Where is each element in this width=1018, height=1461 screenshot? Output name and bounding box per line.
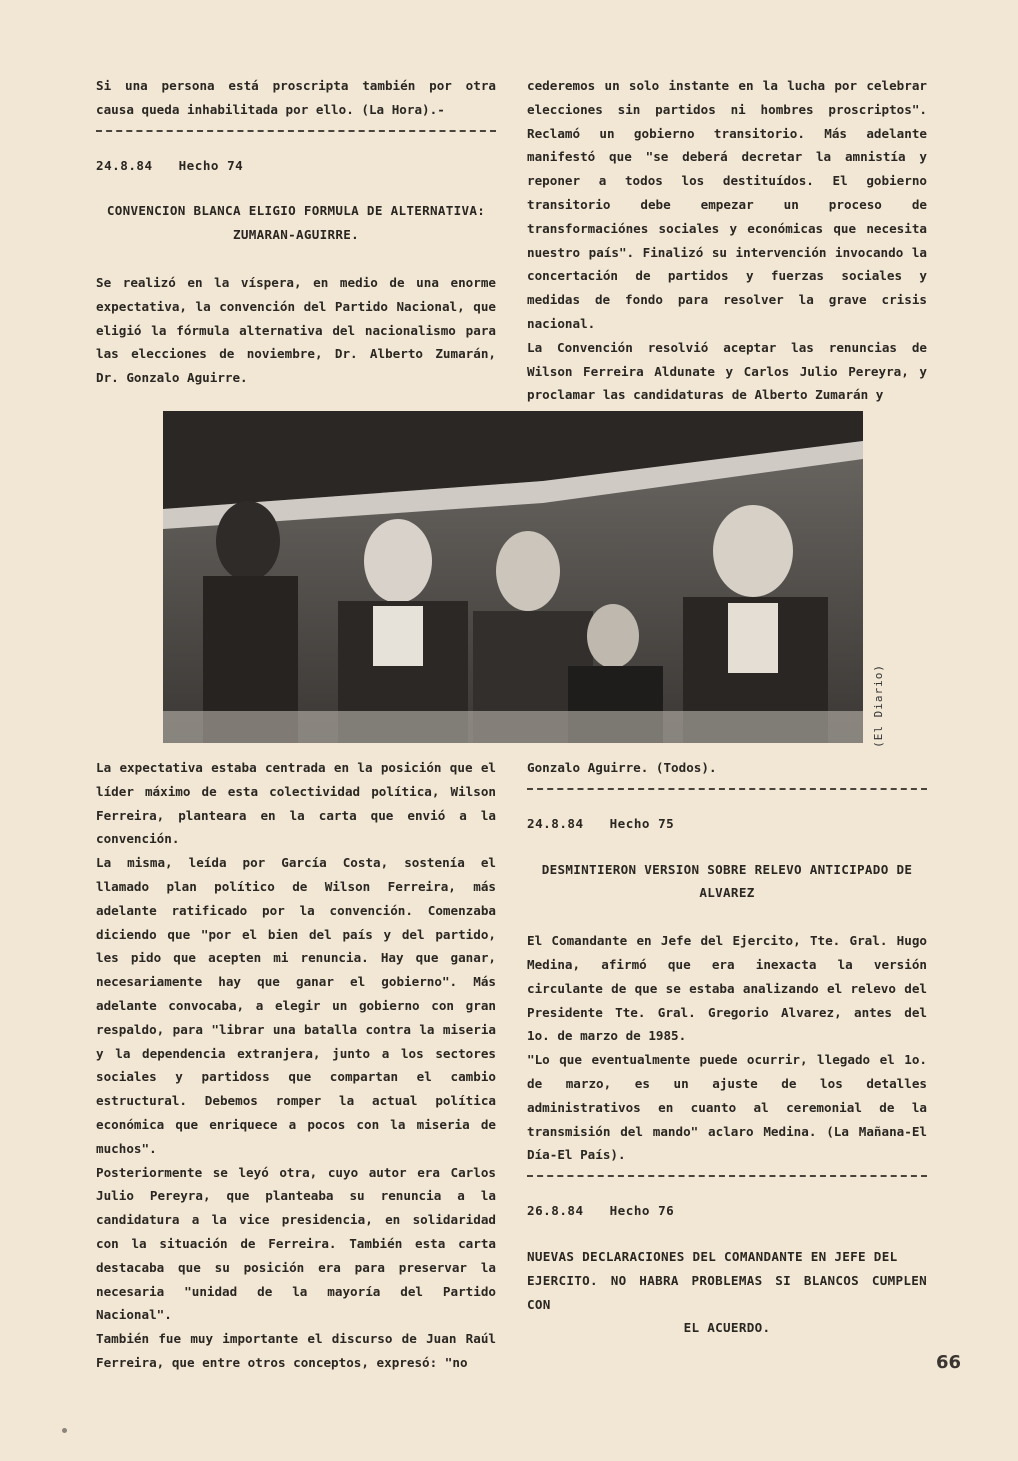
hecho-75-headline bbox=[527, 858, 927, 906]
article-paragraph: También fue muy importante el discurso de Juan Raúl Ferreira, que entre otros conceptos, expresó: "no bbox=[96, 1331, 496, 1370]
hecho-76-headline bbox=[527, 1245, 927, 1340]
headline-line: CONVENCION BLANCA ELIGIO FORMULA DE ALTERNATIVA: bbox=[106, 203, 486, 219]
hecho-74-headline bbox=[96, 199, 496, 247]
hecho-number: Hecho 75 bbox=[609, 815, 675, 831]
article-paragraph: "Lo que eventualmente puede ocurrir, llegado el 1o. de marzo, es un ajuste de los detalles administrativos en cuanto al ceremonial de la transmisión del mando" aclaro Medina. (La Mañana-El Día-El País). bbox=[527, 1052, 927, 1163]
headline-line: NUEVAS DECLARACIONES DEL COMANDANTE EN JEFE DEL bbox=[527, 1248, 898, 1264]
photo-illustration bbox=[163, 411, 863, 743]
left-column-bottom bbox=[96, 756, 496, 1375]
divider bbox=[527, 1175, 927, 1177]
photo-credit: (El Diario) bbox=[872, 664, 885, 748]
hecho-75-label bbox=[527, 812, 927, 836]
divider bbox=[527, 788, 927, 790]
article-paragraph: El Comandante en Jefe del Ejercito, Tte. Gral. Hugo Medina, afirmó que era inexacta la versión circulante de que se estaba analizando el relevo del Presidente Tte. Gral. Gregorio Alvarez, antes del 1o. de marzo de 1985. bbox=[527, 933, 927, 1044]
page-number: 66 bbox=[936, 1352, 962, 1373]
intro-paragraph: Si una persona está proscripta también por otra causa queda inhabilitada por ello. (La Hora).- bbox=[96, 78, 496, 117]
article-paragraph: Gonzalo Aguirre. (Todos). bbox=[527, 760, 717, 775]
article-paragraph: Se realizó en la víspera, en medio de una enorme expectativa, la convención del Partido Nacional, que eligió la fórmula alternativa del nacionalismo para las elecciones de noviembre, Dr. Alberto Zumarán, Dr. Gonzalo Aguirre. bbox=[96, 274, 496, 386]
left-column-top bbox=[96, 74, 496, 390]
hecho-date: 24.8.84 bbox=[527, 815, 584, 831]
right-column-bottom bbox=[527, 756, 927, 1364]
hecho-date: 24.8.84 bbox=[96, 157, 153, 173]
paper-speck bbox=[62, 1428, 67, 1433]
hecho-74-label bbox=[96, 154, 496, 178]
headline-line: ZUMARAN-AGUIRRE. bbox=[232, 227, 360, 243]
headline-line: ALVAREZ bbox=[699, 885, 755, 901]
article-paragraph: Posteriormente se leyó otra, cuyo autor era Carlos Julio Pereyra, que planteaba su renuncia a la candidatura a la vice presidencia, en solidaridad con la situación de Ferreira. También esta carta destacaba que su posición era para preservar la necesaria "unidad de la mayoría del Partido Nacional". bbox=[96, 1164, 496, 1323]
hecho-76-label bbox=[527, 1199, 927, 1223]
hecho-number: Hecho 74 bbox=[178, 157, 244, 173]
headline-line: EL ACUERDO. bbox=[683, 1320, 771, 1336]
article-paragraph: La misma, leída por García Costa, sostenía el llamado plan político de Wilson Ferreira, más adelante ratificado por la convención. Comenzaba diciendo que "por el bien del país y del partido, les pido que acepten mi renuncia. Hay que ganar, necesariamente hay que ganar el gobierno". Más adelante convocaba, a elegir un gobierno con gran respaldo, para "librar una batalla contra la miseria y la dependencia extranjera, junto a los sectores sociales y partidoss que compartan el cambio estructural. Debemos romper la actual política económica que enriquece a pocos con la miseria de muchos". bbox=[96, 855, 496, 1156]
right-column-top bbox=[527, 74, 927, 407]
headline-line: DESMINTIERON VERSION SOBRE RELEVO ANTICIPADO DE bbox=[541, 861, 913, 877]
news-photo bbox=[163, 411, 863, 743]
article-paragraph: La expectativa estaba centrada en la posición que el líder máximo de esta colectividad política, Wilson Ferreira, planteara en la carta que envió a la convención. bbox=[96, 760, 496, 847]
hecho-date: 26.8.84 bbox=[527, 1203, 584, 1219]
hecho-number: Hecho 76 bbox=[609, 1203, 675, 1219]
article-paragraph: cederemos un solo instante en la lucha por celebrar elecciones sin partidos ni hombres proscriptos". Reclamó un gobierno transitorio. Más adelante manifestó que "se deberá decretar la amnistía y reponer a todos los destituídos. El gobierno transitorio debe empezar un proceso de transformaciónes sociales y económicas que necesita nuestro país". Finalizó su intervención invocando la concertación de partidos y fuerzas sociales y medidas de fondo para resolver la grave crisis nacional. bbox=[527, 78, 927, 331]
article-paragraph: La Convención resolvió aceptar las renuncias de Wilson Ferreira Aldunate y Carlos Julio Pereyra, y proclamar las candidaturas de Alberto Zumarán y bbox=[527, 339, 927, 403]
headline-line: EJERCITO. NO HABRA PROBLEMAS SI BLANCOS CUMPLEN CON bbox=[527, 1272, 927, 1312]
divider bbox=[96, 130, 496, 132]
